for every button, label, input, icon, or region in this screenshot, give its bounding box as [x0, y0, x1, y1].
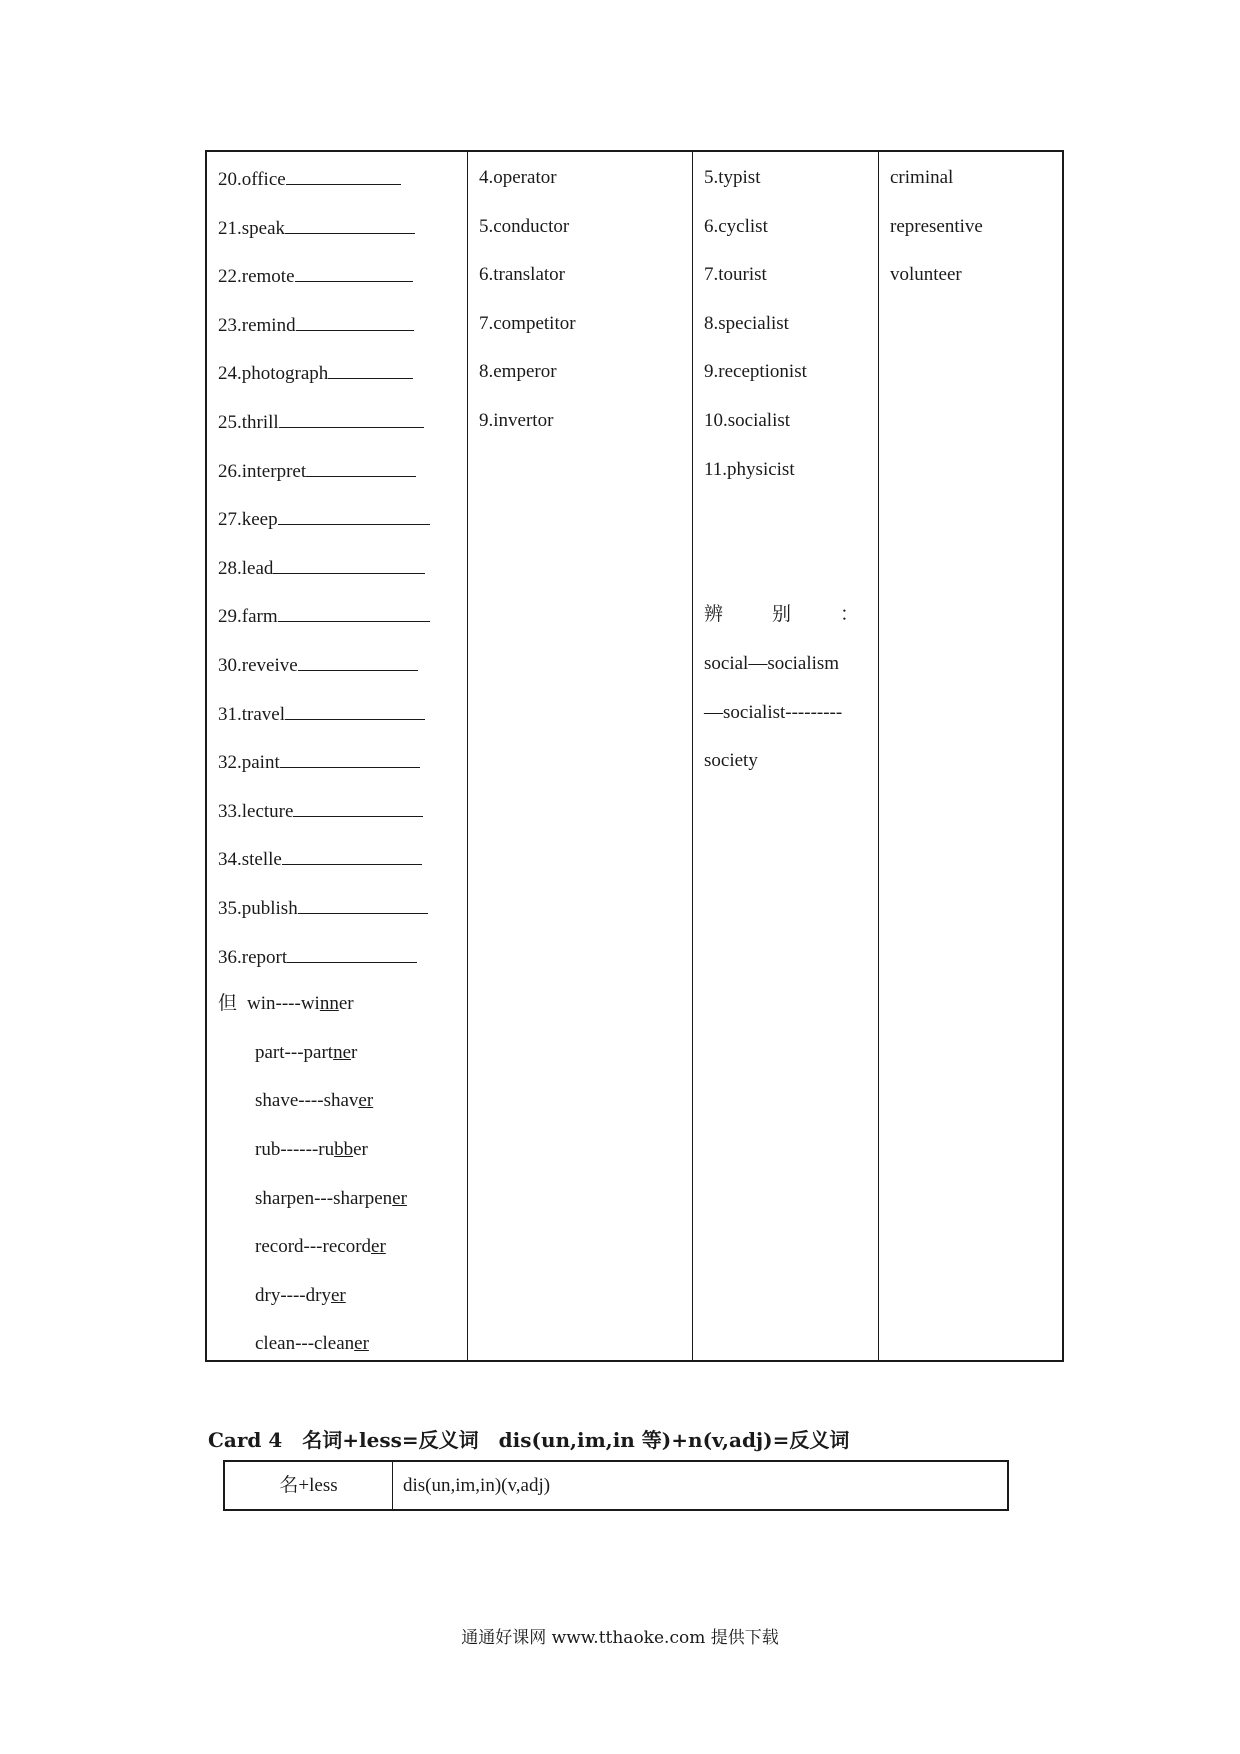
answer-blank [298, 895, 428, 914]
example-post: r [351, 1041, 358, 1063]
exercise-word: 23.remind [218, 314, 296, 336]
answer-blank [282, 846, 422, 865]
exercise-word: 28.lead [218, 557, 274, 579]
example-underlined: er [358, 1090, 374, 1112]
answer-blank [278, 506, 430, 525]
exercise-item [218, 215, 415, 241]
exercise-word: 31.travel [218, 703, 286, 725]
doubling-example [255, 1235, 386, 1259]
answer-blank [285, 701, 425, 720]
other-word: volunteer [890, 264, 962, 286]
ist-word: 6.cyclist [704, 215, 768, 237]
exercise-word: 22.remote [218, 266, 295, 288]
exercise-item [218, 409, 424, 435]
doubling-example [255, 1089, 373, 1113]
doubling-example [255, 1332, 369, 1356]
exercise-item [218, 798, 423, 824]
column-er-exercises [207, 152, 468, 1360]
exercise-word: 36.report [218, 946, 288, 968]
exercise-word: 32.paint [218, 752, 280, 774]
answer-blank [293, 798, 423, 817]
distinguish-line: social—socialism [704, 653, 840, 674]
ist-word: 9.receptionist [704, 361, 807, 383]
example-pre: rub------ru [255, 1139, 335, 1160]
exercise-item [218, 555, 425, 581]
word-table [205, 150, 1064, 1362]
page-footer: 通通好课网 www.tthaoke.com 提供下载 [461, 1628, 779, 1648]
other-word: criminal [890, 167, 954, 188]
example-pre: part---part [255, 1041, 334, 1063]
exercise-word: 24.photograph [218, 363, 329, 385]
answer-blank [328, 360, 413, 379]
column-other-words [879, 152, 1062, 1360]
example-underlined: bb [334, 1139, 354, 1160]
example-underlined: er [392, 1187, 407, 1209]
exercise-item [218, 846, 422, 872]
ist-word: 8.specialist [704, 312, 789, 334]
column-ist-words [693, 152, 879, 1360]
card-4-cell-noun-less: 名+less [225, 1462, 393, 1509]
exercise-item [218, 603, 430, 629]
answer-blank [306, 458, 416, 477]
example-underlined: er [371, 1236, 386, 1258]
or-word: 4.operator [479, 167, 557, 188]
or-word: 9.invertor [479, 410, 554, 431]
answer-blank [273, 555, 425, 574]
exercise-item [218, 166, 401, 192]
answer-blank [279, 409, 424, 428]
card-4-table [223, 1460, 1009, 1511]
exercise-word: 29.farm [218, 606, 278, 628]
or-word: 5.conductor [479, 215, 570, 237]
or-word: 7.competitor [479, 312, 576, 334]
doubling-example [255, 1041, 357, 1065]
example-pre: record---record [255, 1236, 372, 1258]
example-pre: dry----dry [255, 1284, 331, 1306]
distinguish-char: 别 [771, 604, 791, 626]
or-word: 6.translator [479, 264, 566, 286]
exercise-word: 34.stelle [218, 849, 282, 871]
answer-blank [298, 652, 418, 671]
other-word: representive [890, 215, 983, 237]
answer-blank [278, 603, 430, 622]
answer-blank [285, 215, 415, 234]
doubling-example [255, 1138, 368, 1162]
exercise-word: 35.publish [218, 898, 298, 919]
example-post: er [353, 1139, 368, 1160]
exercise-item [218, 506, 430, 532]
but-label: 但 [218, 993, 238, 1015]
doubling-example [255, 1187, 407, 1211]
distinguish-char: ： [839, 604, 859, 626]
exercise-item [218, 263, 413, 289]
example-pre: shave----shav [255, 1090, 359, 1112]
example-underlined: er [330, 1284, 346, 1306]
example-underlined: nn [319, 993, 339, 1015]
exercise-word: 33.lecture [218, 800, 294, 822]
exercise-item [218, 749, 420, 775]
ist-word: 7.tourist [704, 264, 767, 286]
answer-blank [287, 944, 417, 963]
exercise-word: 25.thrill [218, 412, 279, 433]
ist-word: 10.socialist [704, 410, 791, 431]
ist-word: 5.typist [704, 167, 761, 188]
exercise-item [218, 458, 416, 484]
exercise-item [218, 895, 428, 921]
example-pre: win----wi [247, 993, 320, 1015]
doubling-example [255, 1284, 346, 1308]
example-underlined: er [354, 1333, 369, 1355]
exercise-item [218, 701, 425, 727]
exercise-item [218, 360, 413, 386]
answer-blank [280, 749, 420, 768]
example-underlined: ne [333, 1041, 351, 1063]
card-4-cell-dis-prefix: dis(un,im,in)(v,adj) [403, 1475, 551, 1496]
doubling-example [218, 992, 354, 1016]
distinguish-line: —socialist--------- [704, 701, 843, 723]
example-pre: clean---clean [255, 1333, 355, 1355]
exercise-word: 26.interpret [218, 460, 307, 482]
ist-word: 11.physicist [704, 458, 795, 480]
exercise-item [218, 944, 417, 970]
distinguish-line: society [704, 750, 758, 772]
exercise-word: 21.speak [218, 217, 286, 239]
exercise-item [218, 312, 414, 338]
answer-blank [296, 312, 414, 331]
exercise-word: 30.reveive [218, 655, 298, 676]
answer-blank [295, 263, 413, 282]
exercise-word: 20.office [218, 169, 286, 190]
or-word: 8.emperor [479, 361, 557, 383]
distinguish-label [704, 603, 859, 627]
example-pre: sharpen---sharpen [255, 1187, 393, 1209]
card-4-title: Card 4 名词+less=反义词 dis(un,im,in 等)+n(v,adj)=反义词 [208, 1428, 850, 1452]
answer-blank [286, 166, 401, 185]
exercise-item [218, 652, 418, 678]
example-post: er [338, 993, 354, 1015]
column-or-words [468, 152, 693, 1360]
distinguish-char: 辨 [704, 604, 724, 626]
exercise-word: 27.keep [218, 509, 278, 531]
